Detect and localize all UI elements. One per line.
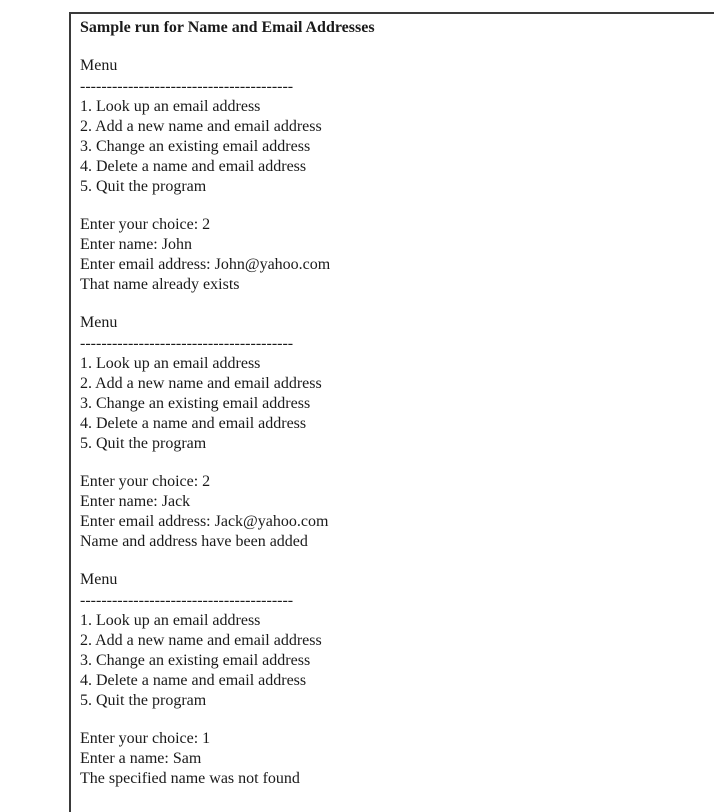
menu-options [80,591,714,711]
output-line: 4. Delete a name and email address [80,158,307,175]
output-line: Enter name: Jack [80,493,191,510]
output-line: 3. Change an existing email address [80,652,311,669]
interaction-block [80,215,714,295]
output-line: Enter email address: Jack@yahoo.com [80,513,329,530]
output-line: 5. Quit the program [80,692,207,709]
output-line: 3. Change an existing email address [80,395,311,412]
output-line: 4. Delete a name and email address [80,672,307,689]
output-line: Menu [80,314,118,331]
output-line: 3. Change an existing email address [80,138,311,155]
output-line: Menu [80,57,118,74]
interaction-block [80,729,714,789]
output-line: 1. Look up an email address [80,355,261,372]
sample-run-output [80,56,714,789]
menu-heading [80,570,714,590]
output-line: 2. Add a new name and email address [80,118,322,135]
output-line: Name and address have been added [80,533,308,550]
menu-options [80,334,714,454]
separator-line: ---------------------------------------- [80,335,294,352]
output-line: Enter name: John [80,236,192,253]
menu-heading [80,56,714,76]
output-line: Menu [80,571,118,588]
output-line: 1. Look up an email address [80,98,261,115]
menu-heading [80,313,714,333]
output-line: 2. Add a new name and email address [80,375,322,392]
output-line: Enter your choice: 2 [80,473,211,490]
output-line: Enter a name: Sam [80,750,202,767]
output-line: 2. Add a new name and email address [80,632,322,649]
output-line: 5. Quit the program [80,178,207,195]
separator-line: ---------------------------------------- [80,78,294,95]
document-title: Sample run for Name and Email Addresses [80,19,375,36]
output-line: Enter your choice: 1 [80,730,211,747]
output-line: The specified name was not found [80,770,300,787]
output-line: Enter your choice: 2 [80,216,211,233]
separator-line: ---------------------------------------- [80,592,294,609]
document-frame [69,12,714,812]
output-line: 5. Quit the program [80,435,207,452]
output-line: 4. Delete a name and email address [80,415,307,432]
interaction-block [80,472,714,552]
menu-options [80,77,714,197]
output-line: Enter email address: John@yahoo.com [80,256,331,273]
output-line: That name already exists [80,276,240,293]
output-line: 1. Look up an email address [80,612,261,629]
